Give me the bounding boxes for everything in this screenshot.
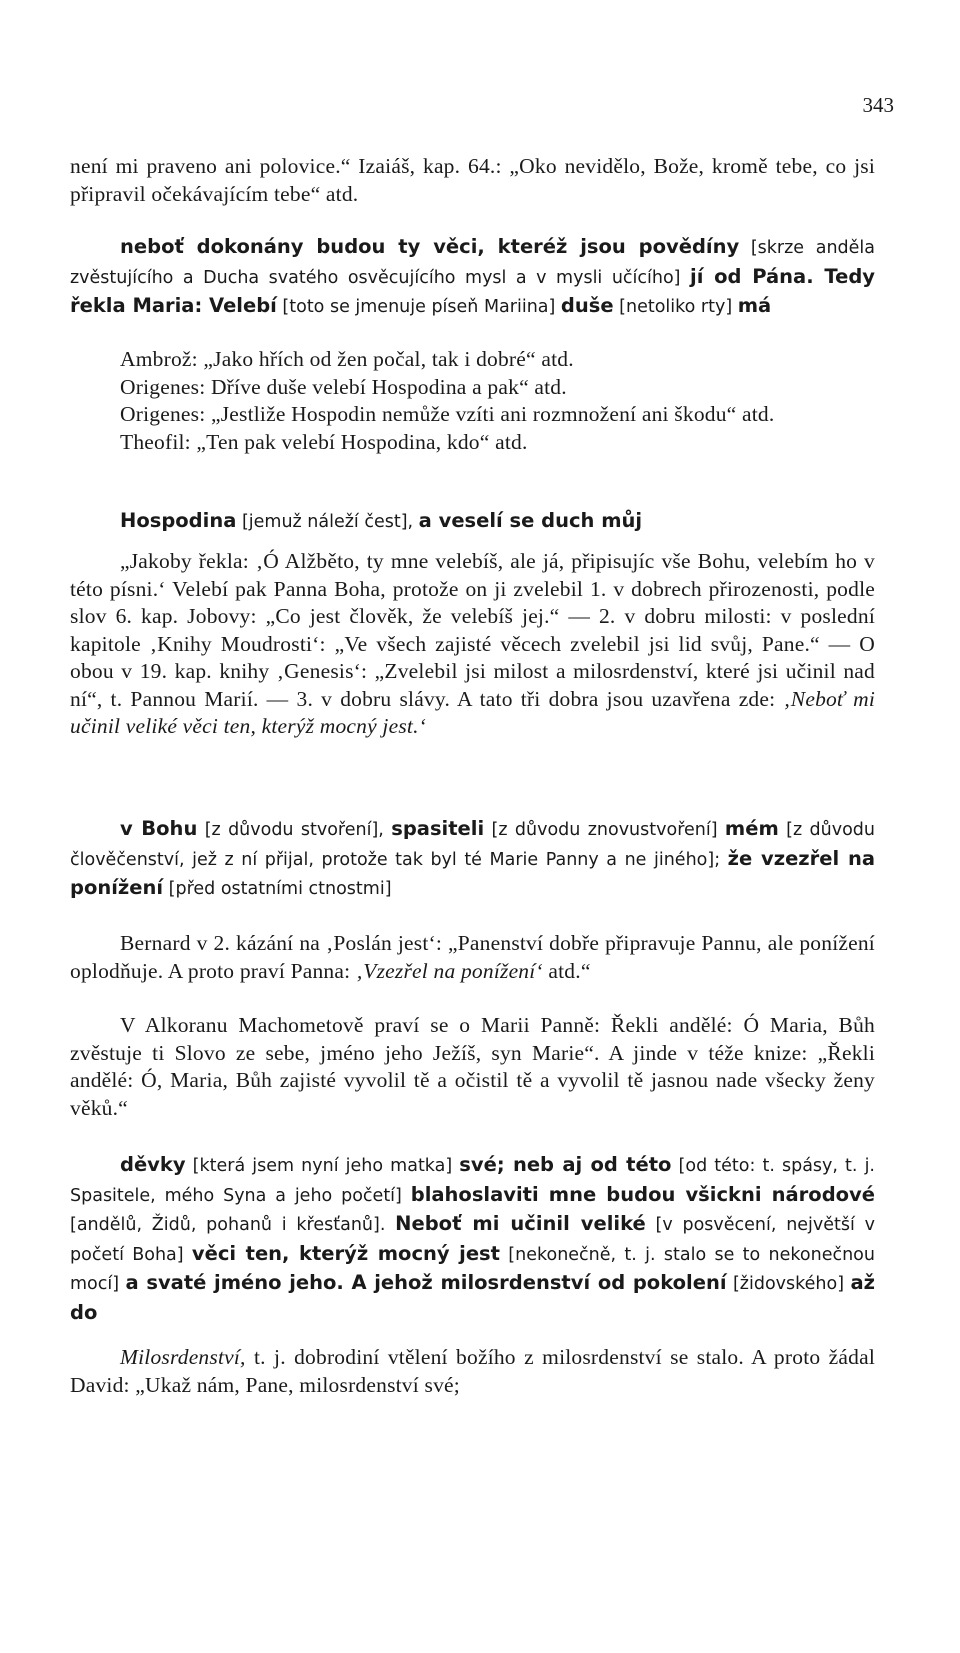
verse-gloss: [v posvěcení, největší v početí Boha] (70, 1215, 876, 1265)
verse-bold: má (737, 294, 772, 317)
verse-gloss: [andělů, Židů, pohanů i křesťanů]. (70, 1215, 396, 1235)
verse-bold: neboť dokonány budou ty věci, kteréž jsou povědíny (120, 235, 740, 258)
verse-bold: Neboť mi učinil veliké (395, 1212, 646, 1235)
verse-gloss: [skrze anděla zvěstujícího a Ducha svatého osvěcujícího mysl a v mysli učícího] (70, 238, 875, 288)
verse-gloss: [toto se jmenuje píseň Mariina] (276, 297, 561, 317)
paragraph-ambroz: Ambrož: „Jako hřích od žen počal, tak i dobré“ atd. (120, 347, 574, 371)
italic-quote: ‚Vzezřel na ponížení‘ (355, 958, 543, 983)
paragraph-bernard (70, 930, 875, 985)
page-number: 343 (862, 93, 894, 117)
verse-bold: blahoslaviti mne budou všickni národové (410, 1182, 875, 1206)
paragraph-origenes-1: Origenes: Dříve duše velebí Hospodina a pak“ atd. (120, 374, 567, 399)
paragraph-text: Bernard v 2. kázání na ‚Poslán jest‘: „Panenství dobře připravuje Pannu, ale ponížení oplodňuje. A proto praví Panna: (70, 931, 875, 983)
verse-bold: v Bohu (120, 817, 198, 840)
paragraph-origenes-2: Origenes: „Jestliže Hospodin nemůže vzíti ani rozmnožení ani škodu“ atd. (120, 402, 775, 426)
verse-bold: mém (724, 817, 779, 840)
verse-4 (70, 1151, 875, 1327)
verse-bold: a veselí se duch můj (418, 509, 643, 532)
paragraph-theofil: Theofil: „Ten pak velebí Hospodina, kdo“ atd. (120, 429, 528, 454)
paragraph-text: „Jakoby řekla: ‚Ó Alžběto, ty mne velebíš, ale já, připisujíc vše Bohu, velebím ho v této písni.‘ Velebí pak Panna Boha, protože on ji zvelebil 1. v dobrech přirozenosti, podle slov 6. kap. Jobovy: „Co jest člověk, že velebíš jej.“ — 2. v dobru milosti: v poslední kapitole ‚Knihy Moudrosti‘: „Ve všech zajisté věcech zvelebil jsi lid svůj, Pane.“ — O obou v 19. kap. knihy ‚Genesis‘: „Zvelebil jsi milost a milosrdenství, které jsi učinil nad ní“, t. Pannou Marií. — 3. v dobru slávy. A tato tři dobra jsou uzavřena zde: (70, 549, 875, 711)
verse-gloss: [z důvodu člověčenství, jež z ní přijal, protože tak byl té Marie Panny a ne jiného]; (70, 820, 875, 870)
verse-bold: že vzezřel na ponížení (70, 846, 875, 899)
verse-bold: a svaté jméno jeho. A jehož milosrdenství od pokolení (125, 1271, 727, 1294)
verse-bold: věci ten, kterýž mocný jest (191, 1241, 500, 1265)
commentary-block (70, 346, 875, 456)
paragraph-text: není mi praveno ani polovice.“ Izaiáš, kap. 64.: „Oko nevidělo, Bože, kromě tebe, co jsi připravil očekávajícím tebe“ atd. (70, 154, 875, 206)
verse-2 (70, 507, 875, 537)
verse-1 (70, 233, 875, 322)
verse-gloss: [židovského] (726, 1274, 851, 1294)
verse-bold: Hospodina (120, 509, 237, 532)
verse-bold: duše (560, 294, 614, 317)
italic-quote: ‚Neboť mi učinil veliké věci ten, kterýž mocný jest.‘ (70, 686, 875, 738)
verse-gloss: [která jsem nyní jeho matka] (185, 1156, 460, 1176)
verse-gloss: [z důvodu stvoření], (197, 820, 392, 840)
verse-gloss: [netoliko rty] (613, 297, 738, 317)
italic-term: Milosrdenství, (120, 1345, 246, 1369)
paragraph-text: atd.“ (542, 958, 591, 983)
verse-gloss: [od této: t. spásy, t. j. Spasitele, mého Syna a jeho početí] (70, 1156, 875, 1206)
paragraph-text: t. j. dobrodiní vtělení božího z milosrdenství se stalo. A proto žádal David: „Ukaž nám, Pane, milosrdenství své; (70, 1345, 875, 1397)
paragraph-milosrdenstvi (70, 1344, 875, 1399)
verse-bold: své; neb aj od této (459, 1153, 672, 1176)
verse-3 (70, 815, 875, 904)
paragraph-text: V Alkoranu Machometově praví se o Marii Panně: Řekli andělé: Ó Maria, Bůh zvěstuje ti Slovo ze sebe, jméno jeho Ježíš, syn Marie“. A jinde v téže knize: „Řekli andělé: Ó, Maria, Bůh zajisté vyvolil tě a očistil tě a vyvolil tě jasnou nade všecky ženy věků.“ (70, 1013, 875, 1120)
verse-gloss: [před ostatními ctnostmi] (163, 879, 392, 899)
verse-gloss: [z důvodu znovustvoření] (484, 820, 725, 840)
paragraph-6 (70, 548, 875, 741)
verse-bold: až do (70, 1271, 875, 1324)
verse-gloss: [nekonečně, t. j. stalo se to nekonečnou mocí] (70, 1244, 875, 1294)
verse-bold: jí od Pána. Tedy řekla Maria: Velebí (70, 264, 875, 317)
verse-bold: děvky (120, 1153, 186, 1176)
paragraph-alkoran (70, 1012, 875, 1122)
verse-gloss: [jemuž náleží čest], (236, 512, 419, 532)
verse-bold: spasiteli (391, 817, 485, 840)
paragraph-1 (70, 153, 875, 208)
